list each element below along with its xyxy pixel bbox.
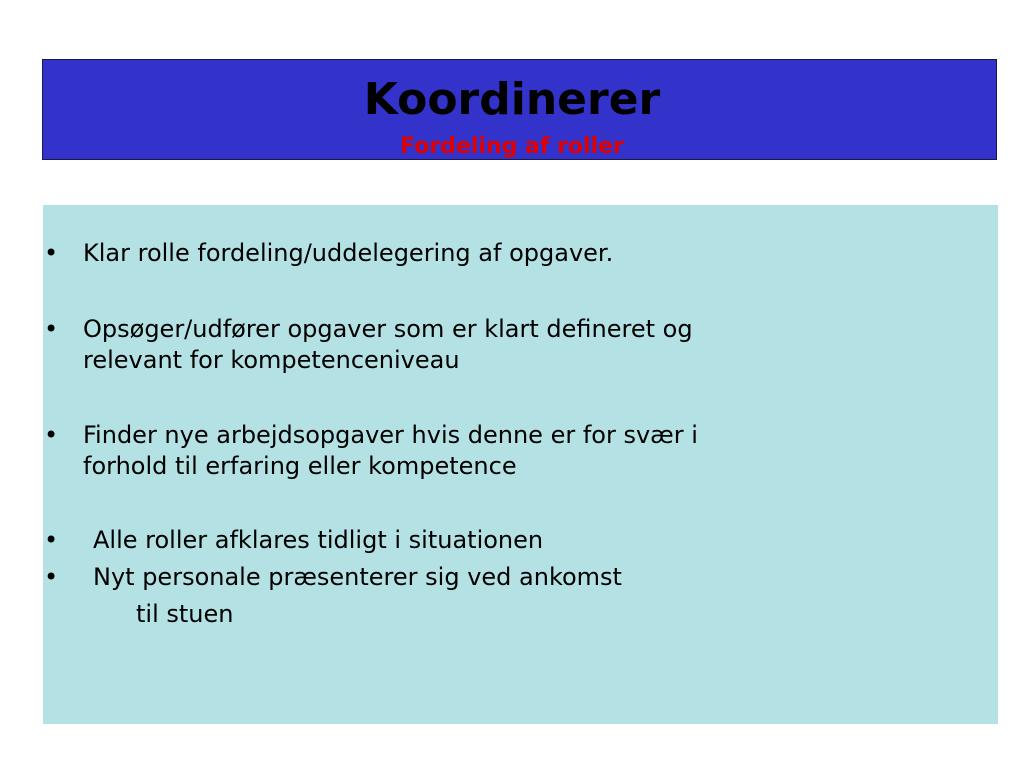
bullet-icon: • xyxy=(44,239,59,267)
bullet-text xyxy=(83,420,863,482)
bullet-icon: • xyxy=(44,526,59,554)
bullet-text-line2: forhold til erfaring eller kompetence xyxy=(83,452,517,480)
bullet-text-line1: Finder nye arbejdsopgaver hvis denne er for svær i xyxy=(83,421,698,449)
bullet-icon: • xyxy=(44,421,59,449)
bullet-text: Klar rolle fordeling/uddelegering af opgaver. xyxy=(83,239,614,267)
slide-title: Koordinerer xyxy=(363,74,661,125)
bullet-icon: • xyxy=(44,563,59,591)
bullet-text-line2: relevant for kompetenceniveau xyxy=(83,346,460,374)
bullet-text: Nyt personale præsenterer sig ved ankomst xyxy=(93,563,622,591)
bullet-text xyxy=(83,314,863,376)
bullet-text-continuation: til stuen xyxy=(136,600,234,628)
bullet-icon: • xyxy=(44,315,59,343)
bullet-text-line1: Opsøger/udfører opgaver som er klart defineret og xyxy=(83,315,693,343)
bullet-text: Alle roller afklares tidligt i situationen xyxy=(93,526,544,554)
slide-subtitle: Fordeling af roller xyxy=(400,134,624,159)
